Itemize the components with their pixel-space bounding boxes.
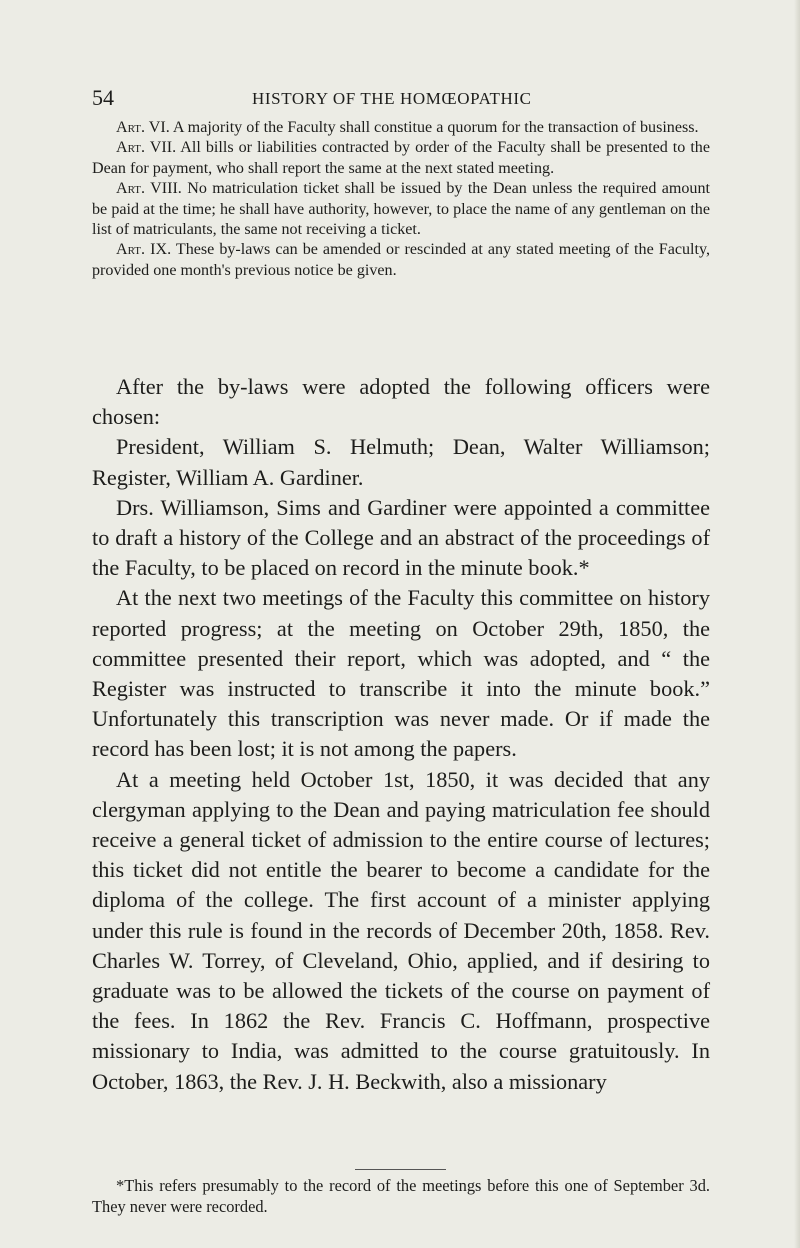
article-paragraph	[92, 118, 710, 138]
article-paragraph	[92, 138, 710, 179]
bylaws-articles	[92, 118, 710, 281]
article-text: These by-laws can be amended or rescinded at any stated meeting of the Faculty, provided one month's previous notice be given.	[92, 241, 711, 279]
article-label: Art. VI.	[116, 119, 170, 136]
article-label: Art. VIII.	[116, 180, 182, 198]
running-head: HISTORY OF THE HOMŒOPATHIC	[252, 89, 532, 108]
article-text: A majority of the Faculty shall constitue a quorum for the transaction of business.	[172, 119, 699, 136]
body-text	[92, 372, 710, 1097]
body-paragraph: Drs. Williamson, Sims and Gardiner were appointed a committee to draft a history of the College and an abstract of the proceedings of the Faculty, to be placed on record in the minute book.*	[92, 494, 710, 581]
footnote-text: *This refers presumably to the record of the meetings before this one of September 3d. They never were recorded.	[92, 1176, 710, 1216]
body-paragraph: President, William S. Helmuth; Dean, Walter Williamson; Register, William A. Gardiner.	[92, 434, 710, 490]
page-number: 54	[92, 85, 114, 110]
article-text: All bills or liabilities contracted by order of the Faculty shall be presented to the Dean for payment, who shall report the same at the next stated meeting.	[92, 139, 710, 177]
page-edge-shadow	[794, 0, 800, 1248]
article-paragraph	[92, 240, 710, 281]
article-label: Art. VII.	[116, 139, 177, 157]
footnote	[92, 1175, 710, 1217]
body-paragraph: After the by-laws were adopted the following officers were chosen:	[92, 374, 710, 430]
article-label: Art. IX.	[116, 241, 172, 259]
body-paragraph: At a meeting held October 1st, 1850, it was decided that any clergyman applying to the Dean and paying matriculation fee should receive a general ticket of admission to the entire course of lectures; this ticket did not entitle the bearer to become a candidate for the diploma of the college. The first account of a minister applying under this rule is found in the records of December 20th, 1858. Rev. Charles W. Torrey, of Cleveland, Ohio, applied, and if desiring to graduate was to be allowed the tickets of the course on payment of the fees. In 1862 the Rev. Francis C. Hoffmann, prospective missionary to India, was admitted to the course gratuitously. In October, 1863, the Rev. J. H. Beckwith, also a missionary	[92, 766, 710, 1094]
footnote-divider	[355, 1169, 446, 1170]
article-text: No matriculation ticket shall be issued by the Dean unless the required amount be paid at the time; he shall have authority, however, to place the name of any gentleman on the list of matriculants, the same not receiving a ticket.	[92, 180, 711, 239]
article-paragraph	[92, 179, 710, 240]
body-paragraph: At the next two meetings of the Faculty this committee on history reported progress; at the meeting on October 29th, 1850, the committee presented their report, which was adopted, and “ the Register was instructed to transcribe it into the minute book.” Unfortunately this transcription was never made. Or if made the record has been lost; it is not among the papers.	[92, 585, 710, 762]
page-header	[92, 85, 710, 111]
